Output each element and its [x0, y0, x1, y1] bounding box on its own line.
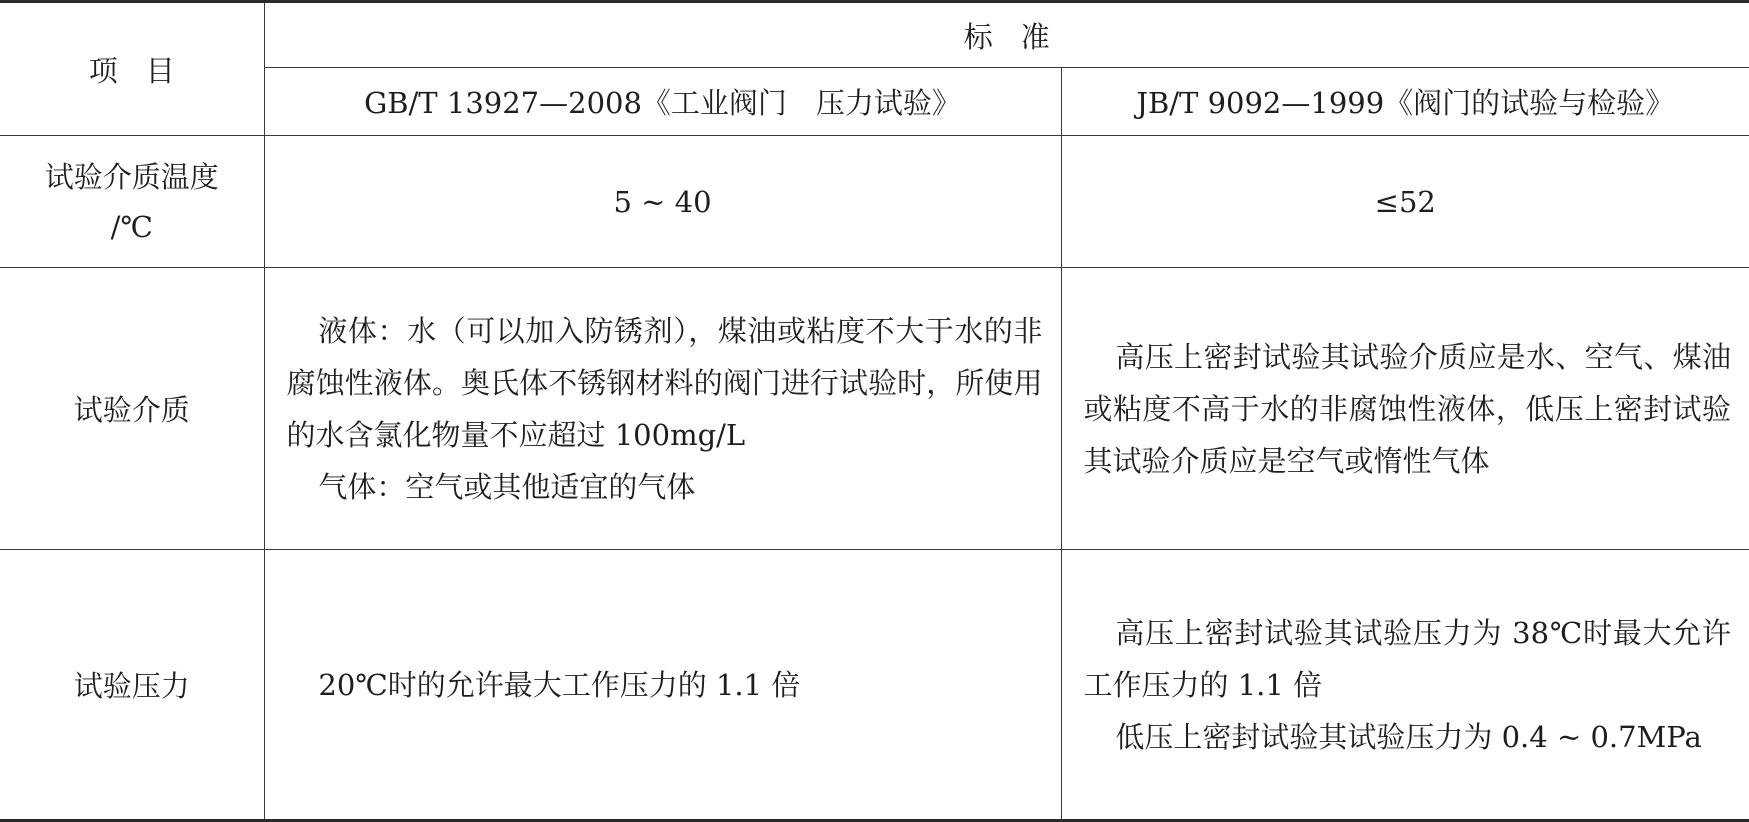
cell-paragraph: 20℃时的允许最大工作压力的 1.1 倍 [318, 667, 801, 702]
cell-paragraph: 气体：空气或其他适宜的气体 [318, 469, 696, 504]
header-row-1 [0, 2, 1749, 68]
cell-jb [1061, 268, 1749, 550]
row-label-line: /℃ [110, 209, 153, 244]
cell-gb: 5 ~ 40 [264, 136, 1061, 268]
row-temperature [0, 136, 1749, 268]
cell-gb [264, 550, 1061, 821]
header-std-gb: GB/T 13927—2008《工业阀门 压力试验》 [264, 68, 1061, 136]
cell-jb: ≤52 [1061, 136, 1749, 268]
row-label [0, 136, 264, 268]
cell-jb [1061, 550, 1749, 821]
row-pressure [0, 550, 1749, 821]
row-label: 试验压力 [0, 550, 264, 821]
cell-paragraph: 高压上密封试验其试验压力为 38℃时最大允许工作压力的 1.1 倍 [1083, 615, 1732, 702]
header-standard: 标准 [264, 2, 1749, 68]
row-medium [0, 268, 1749, 550]
row-label-line: 试验介质温度 [44, 159, 219, 194]
header-item: 项目 [0, 2, 264, 136]
row-label: 试验介质 [0, 268, 264, 550]
cell-gb [264, 268, 1061, 550]
cell-paragraph: 低压上密封试验其试验压力为 0.4 ~ 0.7MPa [1115, 719, 1702, 754]
cell-paragraph: 高压上密封试验其试验介质应是水、空气、煤油或粘度不高于水的非腐蚀性液体，低压上密封试验其试验介质应是空气或惰性气体 [1083, 339, 1732, 478]
header-std-jb: JB/T 9092—1999《阀门的试验与检验》 [1061, 68, 1749, 136]
cell-paragraph: 液体：水（可以加入防锈剂），煤油或粘度不大于水的非腐蚀性液体。奥氏体不锈钢材料的阀门进行试验时，所使用的水含氯化物量不应超过 100mg/L [286, 313, 1043, 452]
